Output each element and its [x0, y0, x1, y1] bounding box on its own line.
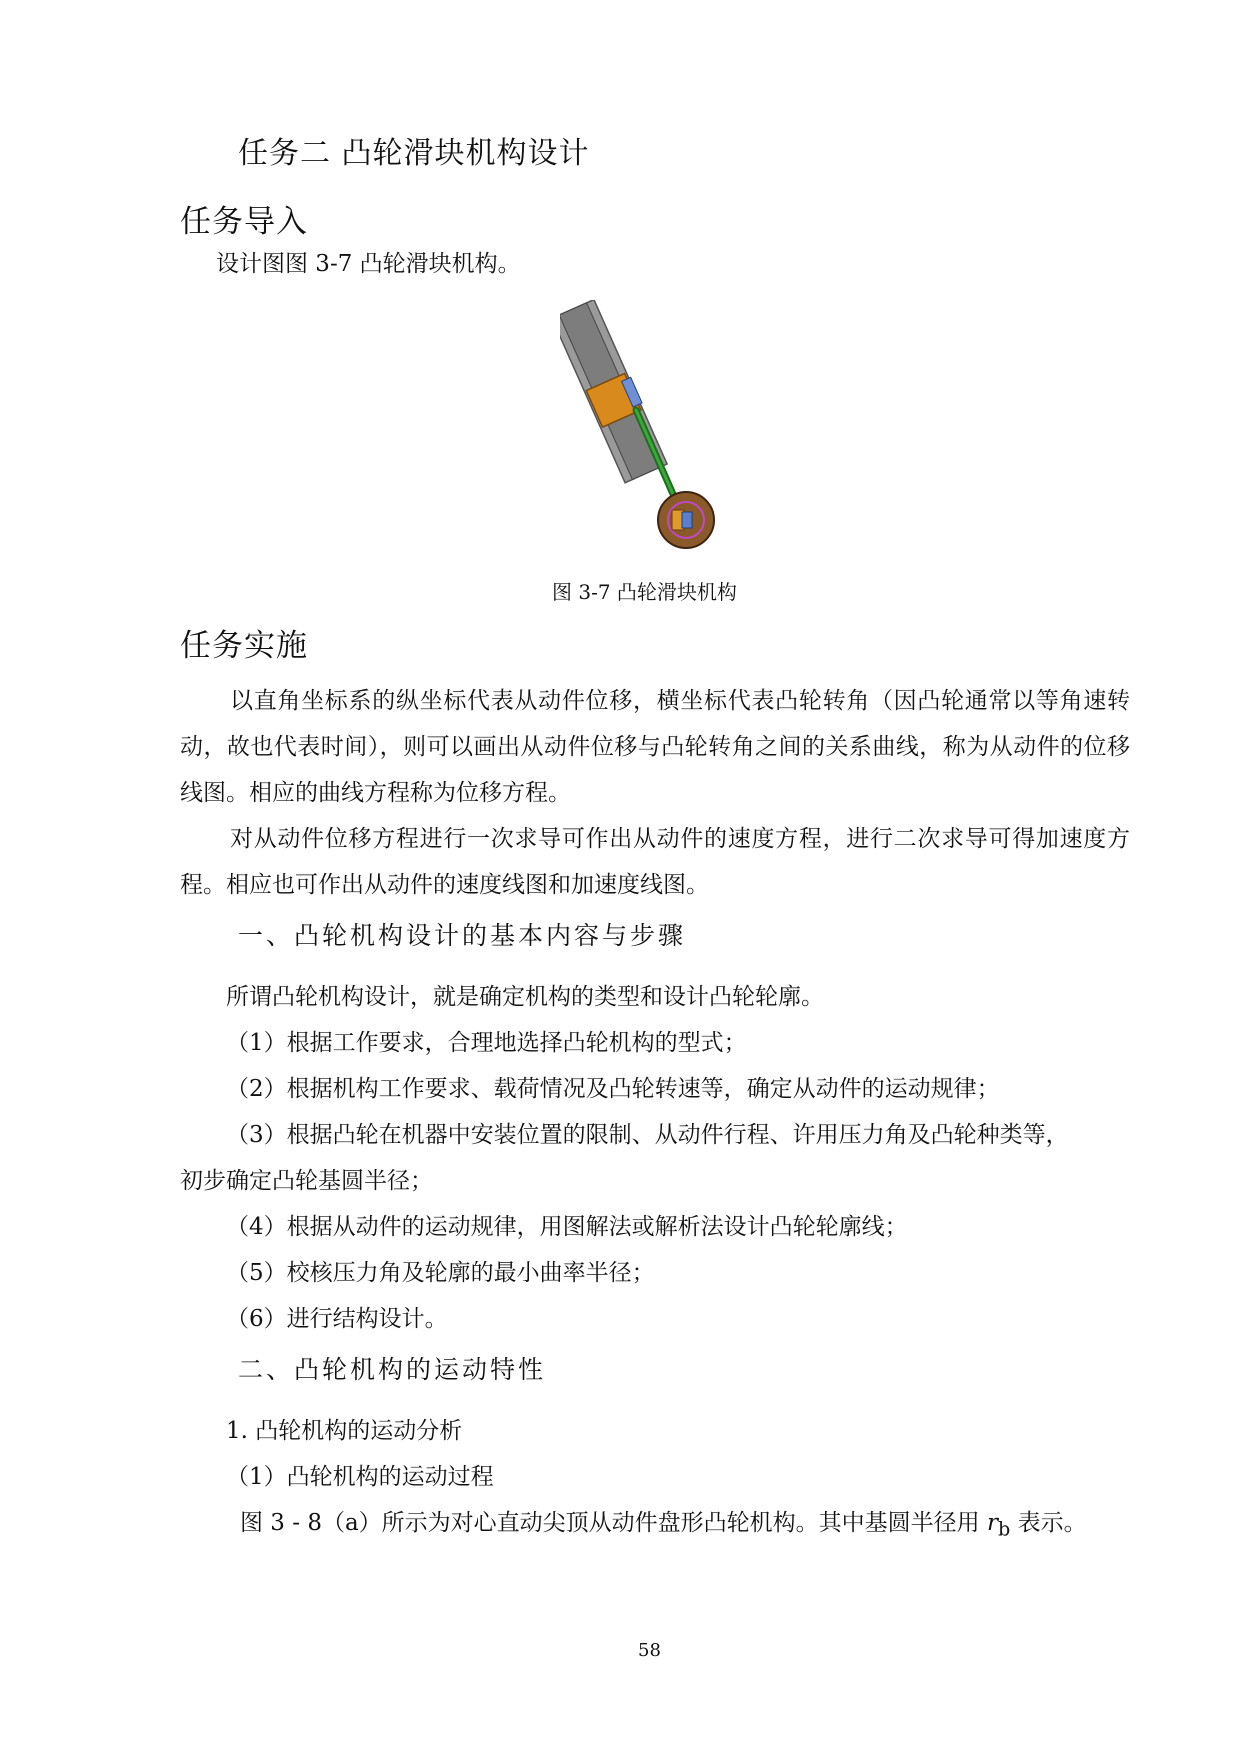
page-number: 58 [638, 1640, 661, 1661]
figure-reference-text [240, 1500, 1087, 1553]
intro-text: 设计图图 3-7 凸轮滑块机构。 [216, 251, 521, 277]
figure-caption: 图 3-7 凸轮滑块机构 [552, 580, 737, 604]
step-5: （5）校核压力角及轮廓的最小曲率半径； [226, 1260, 655, 1286]
radius-subscript: b [998, 1517, 1011, 1541]
impl-paragraph-1: 以直角坐标系的纵坐标代表从动件位移，横坐标代表凸轮转角（因凸轮通常以等角速转动，故也代表时间），则可以画出从动件位移与凸轮转角之间的关系曲线，称为从动件的位移线图。相应的曲线方程称为位移方程。 [180, 688, 1130, 806]
step-3: （3）根据凸轮在机器中安装位置的限制、从动件行程、许用压力角及凸轮种类等， [226, 1122, 1069, 1148]
step-2: （2）根据机构工作要求、载荷情况及凸轮转速等，确定从动件的运动规律； [226, 1076, 1000, 1102]
cam-slider-figure [560, 300, 740, 560]
subsection1-intro: 所谓凸轮机构设计，就是确定机构的类型和设计凸轮轮廓。 [226, 984, 824, 1010]
step-1: （1）根据工作要求，合理地选择凸轮机构的型式； [226, 1030, 747, 1056]
fig-text-pre: 图 3 - 8（a）所示为对心直动尖顶从动件盘形凸轮机构。其中基圆半径用 [240, 1510, 987, 1536]
impl-paragraph-2: 对从动件位移方程进行一次求导可作出从动件的速度方程，进行二次求导可得加速度方程。相应也可作出从动件的速度线图和加速度线图。 [180, 826, 1130, 898]
task-title: 任务二 凸轮滑块机构设计 [238, 136, 590, 171]
step-4: （4）根据从动件的运动规律，用图解法或解析法设计凸轮轮廓线； [226, 1214, 908, 1240]
step-3-cont: 初步确定凸轮基圆半径； [180, 1168, 433, 1194]
fig-text-post: 表示。 [1010, 1510, 1087, 1536]
radius-symbol: r [987, 1510, 998, 1536]
cam-slider-drawing [560, 300, 740, 560]
step-6: （6）进行结构设计。 [226, 1306, 448, 1332]
section-heading-impl: 任务实施 [180, 628, 308, 664]
subsection2-heading: 二、凸轮机构的运动特性 [238, 1355, 547, 1384]
item-1: 1. 凸轮机构的运动分析 [226, 1418, 463, 1444]
subsection1-heading: 一、凸轮机构设计的基本内容与步骤 [238, 921, 687, 950]
item-1-1: （1）凸轮机构的运动过程 [226, 1464, 494, 1490]
section-heading-intro: 任务导入 [180, 204, 308, 240]
